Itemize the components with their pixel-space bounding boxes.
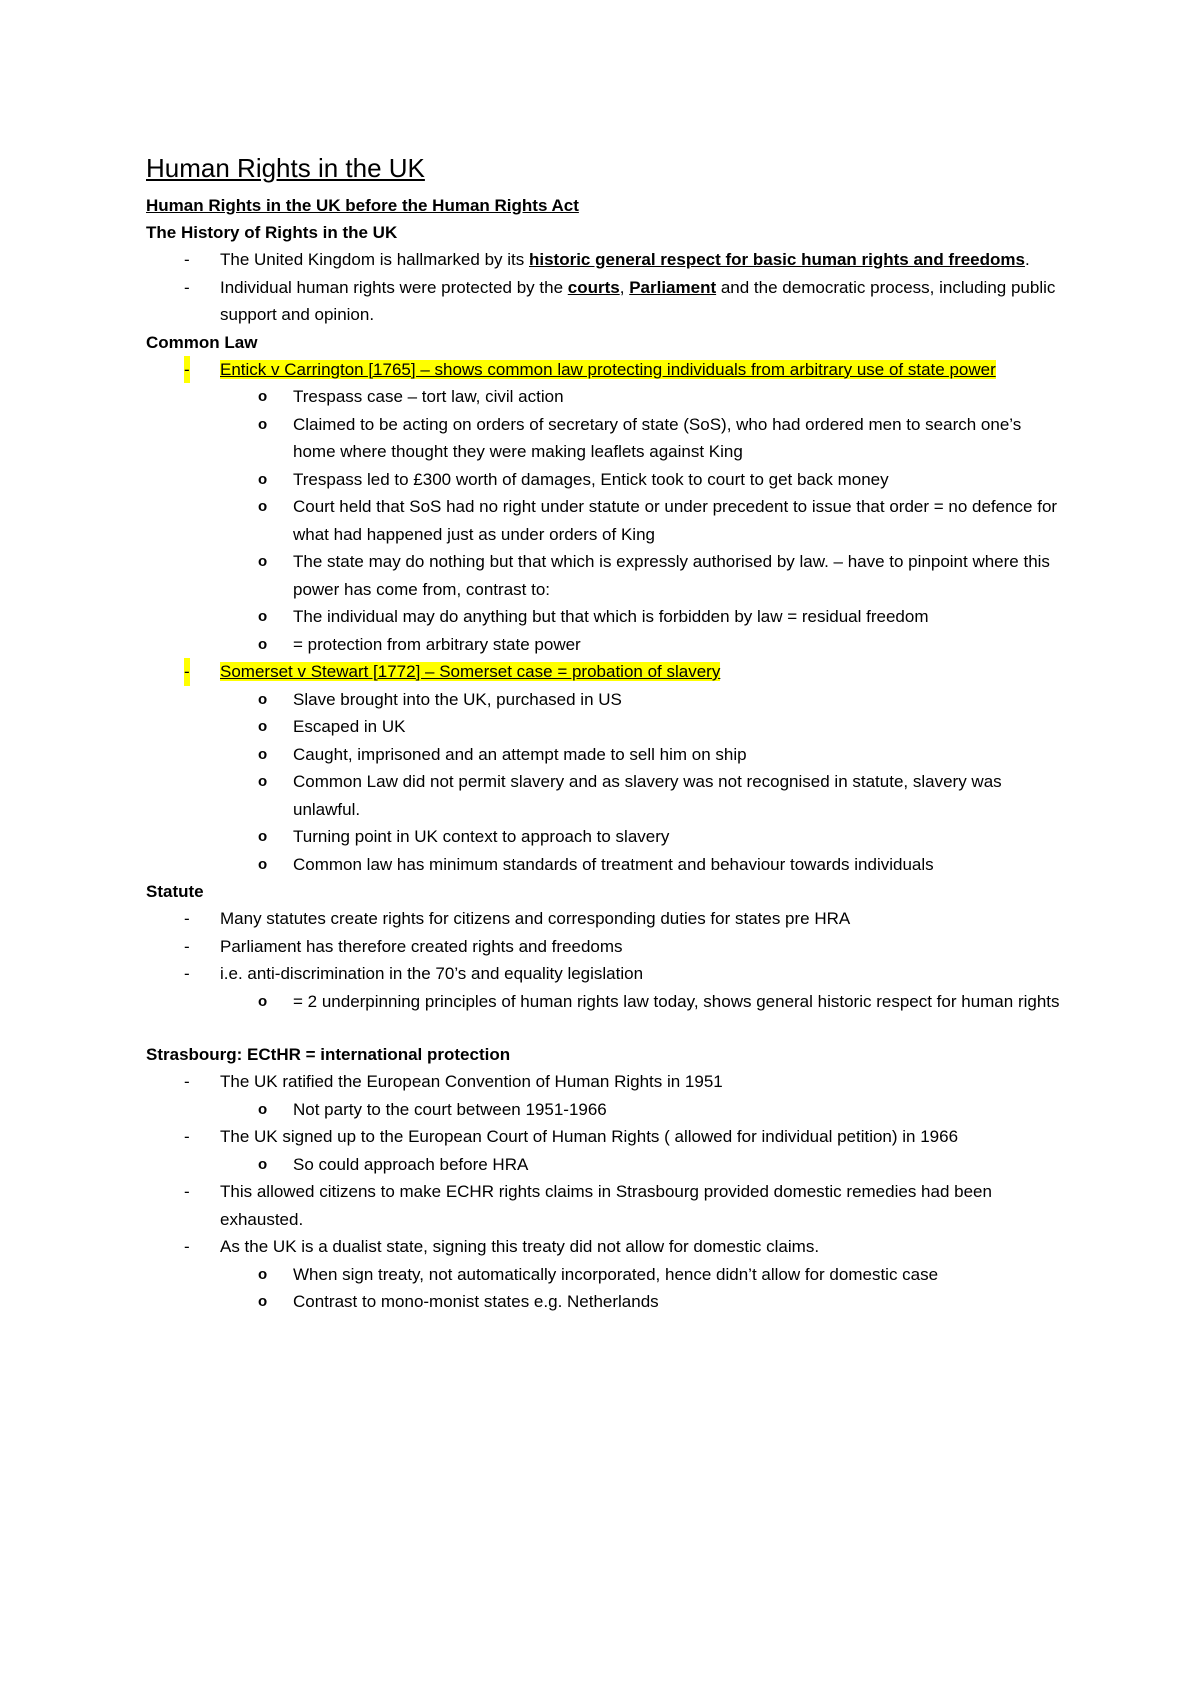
- sub-item: [146, 1288, 1066, 1316]
- emphasis-text: historic general respect for basic human rights and freedoms: [528, 250, 1025, 269]
- item-text: i.e. anti-discrimination in the 70’s and equality legislation: [220, 964, 644, 983]
- bullet-marker: o: [258, 553, 268, 570]
- sub-item-text: Caught, imprisoned and an attempt made to sell him on ship: [293, 744, 747, 764]
- list-item: [146, 274, 1066, 329]
- emphasis-text: courts: [567, 277, 620, 297]
- dash-marker: -: [184, 277, 190, 297]
- sub-item: [146, 631, 1066, 659]
- sub-item: [146, 713, 1066, 741]
- dash-marker: -: [184, 356, 190, 384]
- page-title: Human Rights in the UK: [146, 153, 425, 183]
- item-text: .: [1024, 250, 1030, 269]
- dash-marker: -: [184, 936, 190, 956]
- bullet-marker: o: [258, 415, 268, 433]
- item-text: Individual human rights were protected by the: [220, 277, 568, 297]
- sub-item-text: Slave brought into the UK, purchased in US: [293, 689, 622, 709]
- bullet-marker: o: [258, 498, 268, 515]
- sub-item: [146, 851, 1066, 879]
- sub-item: [146, 603, 1066, 631]
- dash-marker: -: [184, 964, 190, 983]
- strasbourg-list: [146, 1068, 1066, 1316]
- statute-list: [146, 905, 1066, 1015]
- list-item: [146, 960, 1066, 988]
- dash-marker: -: [184, 250, 190, 269]
- dash-marker: -: [184, 1237, 190, 1256]
- dash-marker: -: [184, 1072, 190, 1091]
- list-item: [146, 1123, 1066, 1151]
- bullet-marker: o: [258, 828, 268, 845]
- case-title: Entick v Carrington [1765] – shows common law protecting individuals from arbitrary use of state power: [220, 359, 996, 379]
- common-law-list: [146, 356, 1066, 879]
- case-title: Somerset v Stewart [1772] – Somerset case = probation of slavery: [220, 662, 721, 681]
- sub-item: [146, 466, 1066, 494]
- strasbourg-heading: Strasbourg: ECtHR = international protection: [146, 1045, 511, 1064]
- item-text: Many statutes create rights for citizens and corresponding duties for states pre HRA: [220, 909, 851, 928]
- sub-item: [146, 1096, 1066, 1124]
- sub-item: [146, 768, 1066, 823]
- sub-item: [146, 823, 1066, 851]
- sub-item-text: Trespass case – tort law, civil action: [293, 387, 564, 406]
- document-page: [146, 150, 1066, 1316]
- case-entick: [146, 356, 1066, 384]
- bullet-marker: o: [258, 690, 268, 708]
- sub-item: [146, 411, 1066, 466]
- item-text: The UK ratified the European Convention of Human Rights in 1951: [220, 1072, 723, 1091]
- sub-item: [146, 383, 1066, 411]
- emphasis-text: Parliament: [629, 277, 717, 297]
- item-text: ,: [619, 277, 630, 297]
- sub-item-text: The individual may do anything but that which is forbidden by law = residual freedom: [293, 607, 929, 626]
- common-law-heading: Common Law: [146, 332, 258, 352]
- sub-item: [146, 1151, 1066, 1179]
- sub-item-text: Contrast to mono-monist states e.g. Netherlands: [293, 1292, 659, 1311]
- bullet-marker: o: [258, 608, 268, 625]
- sub-item: [146, 493, 1066, 548]
- list-item: [146, 246, 1066, 274]
- sub-item-text: Court held that SoS had no right under statute or under precedent to issue that order = no defence for what had happened just as under orders of King: [293, 497, 1058, 544]
- sub-item: [146, 1261, 1066, 1289]
- dash-marker: -: [184, 658, 190, 686]
- bullet-marker: o: [258, 1100, 268, 1118]
- dash-marker: -: [184, 1127, 190, 1146]
- sub-item-text: Escaped in UK: [293, 717, 406, 736]
- list-item: [146, 905, 1066, 933]
- list-item: [146, 1068, 1066, 1096]
- item-text: This allowed citizens to make ECHR rights claims in Strasbourg provided domestic remedies had been exhausted.: [220, 1182, 992, 1229]
- section-subtitle: Human Rights in the UK before the Human Rights Act: [146, 196, 579, 215]
- bullet-marker: o: [258, 745, 268, 763]
- item-text: As the UK is a dualist state, signing this treaty did not allow for domestic claims.: [220, 1237, 820, 1256]
- spacer: [146, 1015, 1066, 1041]
- bullet-marker: o: [258, 470, 268, 488]
- sub-item: [146, 988, 1066, 1016]
- bullet-marker: o: [258, 1265, 268, 1283]
- history-list: [146, 246, 1066, 329]
- bullet-marker: o: [258, 635, 268, 653]
- list-item: [146, 933, 1066, 961]
- sub-item-text: Not party to the court between 1951-1966: [293, 1099, 607, 1119]
- case-somerset: [146, 658, 1066, 686]
- bullet-marker: o: [258, 773, 268, 790]
- sub-item-text: So could approach before HRA: [293, 1154, 529, 1174]
- dash-marker: -: [184, 909, 190, 928]
- history-heading: The History of Rights in the UK: [146, 223, 398, 242]
- sub-item-text: Claimed to be acting on orders of secretary of state (SoS), who had ordered men to search one’s home where thought they were making leaflets against King: [293, 414, 1022, 461]
- sub-item: [146, 741, 1066, 769]
- sub-item-text: Trespass led to £300 worth of damages, Entick took to court to get back money: [293, 469, 889, 489]
- bullet-marker: o: [258, 1155, 268, 1173]
- sub-item-text: Common Law did not permit slavery and as slavery was not recognised in statute, slavery was unlawful.: [293, 772, 1002, 819]
- item-text: Parliament has therefore created rights and freedoms: [220, 936, 623, 956]
- sub-item-text: When sign treaty, not automatically incorporated, hence didn’t allow for domestic case: [293, 1264, 939, 1284]
- bullet-marker: o: [258, 992, 268, 1010]
- bullet-marker: o: [258, 855, 268, 873]
- bullet-marker: o: [258, 1293, 268, 1310]
- sub-item-text: Common law has minimum standards of treatment and behaviour towards individuals: [293, 854, 934, 874]
- item-text: and the democratic process, including public support and opinion.: [220, 277, 1056, 324]
- bullet-marker: o: [258, 718, 268, 735]
- sub-item-text: The state may do nothing but that which is expressly authorised by law. – have to pinpoint where this power has come from, contrast to:: [293, 552, 1050, 599]
- sub-item: [146, 686, 1066, 714]
- statute-heading: Statute: [146, 882, 204, 901]
- item-text: The UK signed up to the European Court of Human Rights ( allowed for individual petition) in 1966: [220, 1127, 959, 1146]
- item-text: The United Kingdom is hallmarked by its: [220, 250, 529, 269]
- sub-item-text: Turning point in UK context to approach to slavery: [293, 827, 670, 846]
- sub-item-text: = protection from arbitrary state power: [293, 634, 581, 654]
- dash-marker: -: [184, 1182, 190, 1201]
- list-item: [146, 1233, 1066, 1261]
- sub-item: [146, 548, 1066, 603]
- bullet-marker: o: [258, 388, 268, 405]
- list-item: [146, 1178, 1066, 1233]
- sub-item-text: = 2 underpinning principles of human rights law today, shows general historic respect for human rights: [293, 991, 1060, 1011]
